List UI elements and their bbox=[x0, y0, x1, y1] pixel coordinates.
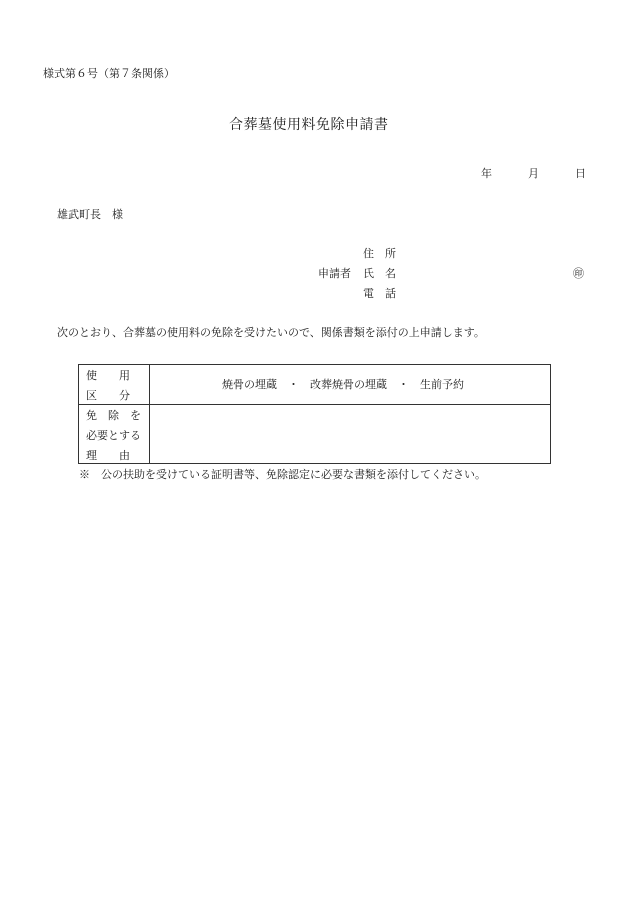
date-month-label: 月 bbox=[528, 167, 539, 180]
exemption-reason-label-line3: 理 由 bbox=[86, 449, 130, 462]
usage-category-options: 焼骨の埋蔵 ・ 改葬焼骨の埋蔵 ・ 生前予約 bbox=[222, 378, 464, 391]
date-day-label: 日 bbox=[575, 167, 586, 180]
table-column-divider bbox=[149, 365, 150, 463]
seal-mark: ㊞ bbox=[573, 267, 584, 280]
applicant-label: 申請者 bbox=[318, 267, 351, 280]
name-label: 氏 名 bbox=[363, 267, 396, 280]
application-statement: 次のとおり、合葬墓の使用料の免除を受けたいので、関係書類を添付の上申請します。 bbox=[57, 326, 485, 339]
phone-label: 電 話 bbox=[363, 287, 396, 300]
document-title: 合葬墓使用料免除申請書 bbox=[229, 117, 389, 133]
address-label: 住 所 bbox=[363, 247, 396, 260]
exemption-reason-label-line2: 必要とする bbox=[86, 429, 141, 442]
usage-category-label-line2: 区 分 bbox=[86, 389, 130, 402]
application-table bbox=[78, 364, 551, 464]
date-year-label: 年 bbox=[481, 167, 492, 180]
form-number: 様式第６号（第７条関係） bbox=[43, 67, 175, 80]
exemption-reason-label-line1: 免 除 を bbox=[86, 409, 141, 422]
usage-category-label-line1: 使 用 bbox=[86, 369, 130, 382]
table-row-divider bbox=[79, 404, 550, 405]
addressee: 雄武町長 様 bbox=[57, 208, 123, 221]
attachment-note: ※ 公の扶助を受けている証明書等、免除認定に必要な書類を添付してください。 bbox=[79, 468, 486, 481]
